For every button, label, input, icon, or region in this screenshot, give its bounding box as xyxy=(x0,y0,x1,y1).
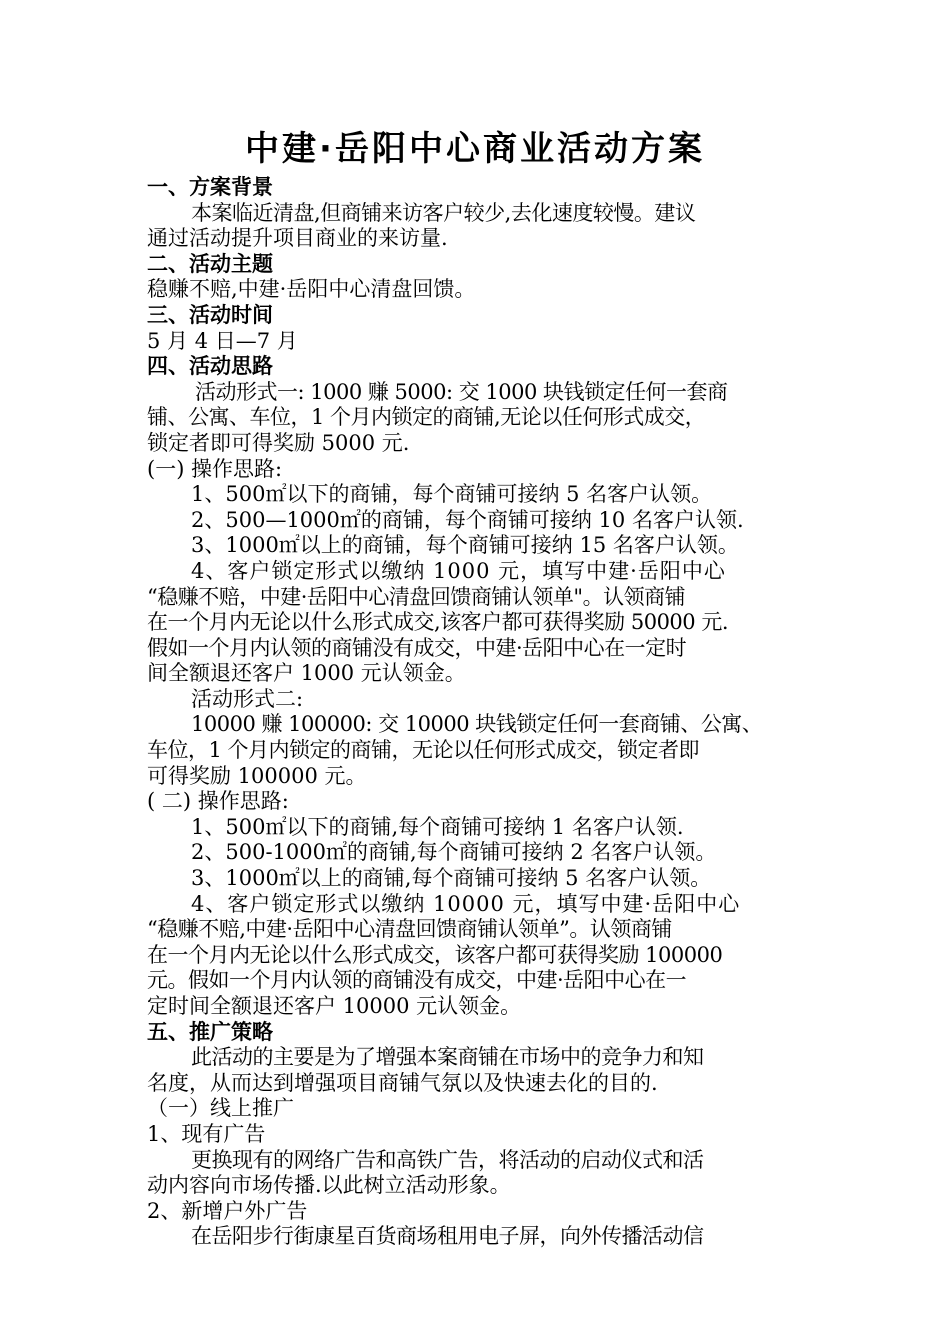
paragraph-line: 锁定者即可得奖励 5000 元. xyxy=(147,430,410,455)
paragraph-line: 活动形式二: xyxy=(191,686,304,711)
subsection-heading: ( 二) 操作思路: xyxy=(147,789,289,814)
paragraph-line: 车位，1 个月内锁定的商铺，无论以任何形式成交，锁定者即 xyxy=(147,738,700,763)
document-body xyxy=(147,175,813,1250)
paragraph-line: 此活动的主要是为了增强本案商铺在市场中的竞争力和知 xyxy=(191,1045,704,1070)
list-item: 1、500㎡以下的商铺,每个商铺可接纳 1 名客户认领. xyxy=(191,814,684,839)
list-item: 3、1000㎡以上的商铺,每个商铺可接纳 5 名客户认领。 xyxy=(191,866,712,891)
paragraph-line: 5 月 4 日—7 月 xyxy=(147,328,298,353)
list-item: 1、500㎡以下的商铺，每个商铺可接纳 5 名客户认领。 xyxy=(191,482,713,507)
paragraph-line: 在一个月内无论以什么形式成交,该客户都可获得奖励 50000 元. xyxy=(147,610,729,635)
list-item: 2、500—1000㎡的商铺，每个商铺可接纳 10 名客户认领. xyxy=(191,507,744,532)
paragraph-line: 稳赚不赔,中建·岳阳中心清盘回馈。 xyxy=(147,277,476,302)
paragraph-line: 活动形式一: 1000 赚 5000: 交 1000 块钱锁定任何一套商 xyxy=(195,379,728,404)
paragraph-line: 铺、公寓、车位，1 个月内锁定的商铺,无论以任何形式成交， xyxy=(147,405,706,430)
list-item: 4、客户锁定形式以缴纳 10000 元，填写中建·岳阳中心 xyxy=(191,891,741,916)
list-item: 3、1000㎡以上的商铺，每个商铺可接纳 15 名客户认领。 xyxy=(191,533,739,558)
paragraph-line: 在岳阳步行街康星百货商场租用电子屏，向外传播活动信 xyxy=(191,1224,704,1249)
document-title: 中建·岳阳中心商业活动方案 xyxy=(245,129,705,169)
paragraph-line: 10000 赚 100000: 交 10000 块钱锁定任何一套商铺、公寓、 xyxy=(191,712,763,737)
section-heading-background: 一、方案背景 xyxy=(147,175,273,199)
list-item: 2、500-1000㎡的商铺,每个商铺可接纳 2 名客户认领。 xyxy=(191,840,717,865)
paragraph-line: 可得奖励 100000 元。 xyxy=(147,763,367,788)
paragraph-line: 更换现有的网络广告和高铁广告，将活动的启动仪式和活 xyxy=(191,1147,704,1172)
paragraph-line: 名度，从而达到增强项目商铺气氛以及快速去化的目的. xyxy=(147,1070,658,1095)
paragraph-line: 动内容向市场传播.以此树立活动形象。 xyxy=(147,1173,511,1198)
paragraph-line: 间全额退还客户 1000 元认领金。 xyxy=(147,661,466,686)
section-heading-promotion: 五、推广策略 xyxy=(147,1019,273,1044)
section-heading-approach: 四、活动思路 xyxy=(147,354,273,379)
section-heading-theme: 二、活动主题 xyxy=(147,251,273,276)
list-item: 2、新增户外广告 xyxy=(147,1198,308,1223)
paragraph-line: 通过活动提升项目商业的来访量. xyxy=(147,226,448,251)
list-item: 1、现有广告 xyxy=(147,1121,266,1146)
subsection-heading: (一) 操作思路: xyxy=(147,456,283,481)
paragraph-line: “稳赚不赔,中建·岳阳中心清盘回馈商铺认领单”。认领商铺 xyxy=(147,917,672,942)
paragraph-line: “稳赚不赔，中建·岳阳中心清盘回馈商铺认领单"。认领商铺 xyxy=(147,584,686,609)
subsection-heading: （一）线上推广 xyxy=(147,1096,294,1121)
section-heading-time: 三、活动时间 xyxy=(147,302,273,327)
paragraph-line: 定时间全额退还客户 10000 元认领金。 xyxy=(147,994,522,1018)
paragraph-line: 假如一个月内认领的商铺没有成交，中建·岳阳中心在一定时 xyxy=(147,635,687,660)
paragraph-line: 在一个月内无论以什么形式成交，该客户都可获得奖励 100000 xyxy=(147,942,723,967)
list-item: 4、客户锁定形式以缴纳 1000 元，填写中建·岳阳中心 xyxy=(191,558,726,583)
paragraph-line: 元。假如一个月内认领的商铺没有成交，中建·岳阳中心在一 xyxy=(147,968,687,993)
paragraph-line: 本案临近清盘,但商铺来访客户较少,去化速度较慢。建议 xyxy=(191,200,696,225)
